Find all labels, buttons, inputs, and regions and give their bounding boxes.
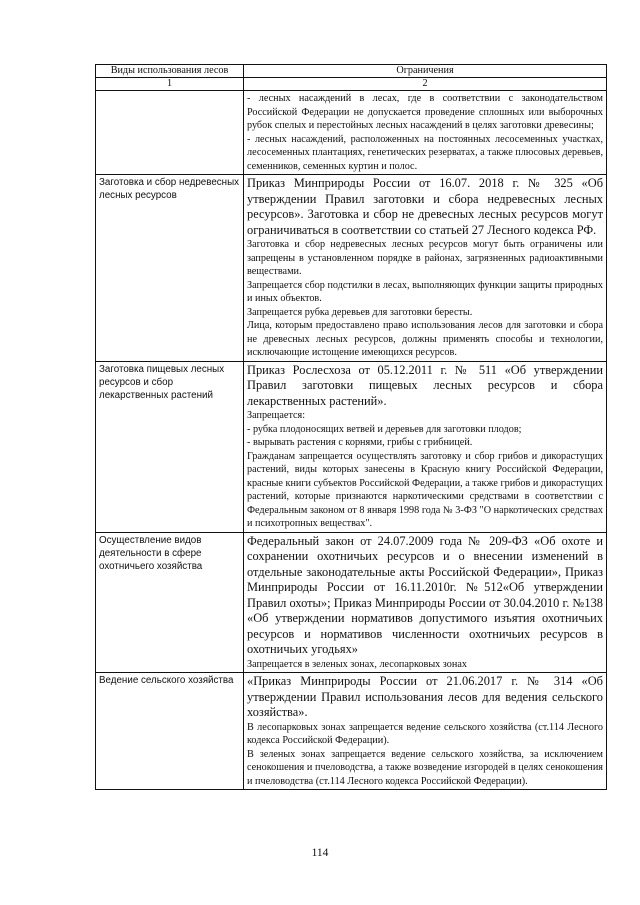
restriction-paragraph: В лесопарковых зонах запрещается ведение сельского хозяйства (ст.114 Лесного кодекса Российской Федерации). xyxy=(247,721,603,746)
activity-type-cell: Заготовка и сбор недревесных лесных ресурсов xyxy=(96,175,244,362)
table-row xyxy=(96,175,607,362)
header-col1: Виды использования лесов xyxy=(96,65,244,78)
restriction-paragraph: Заготовка и сбор недревесных лесных ресурсов могут быть ограничены или запрещены в установленном порядке в районах, загрязненных радиоактивными веществами. xyxy=(247,239,603,277)
restriction-paragraph: Приказ Рослесхоза от 05.12.2011 г. № 511 «Об утверждении Правил заготовки пищевых лесных ресурсов и сбора лекарственных растений». xyxy=(247,362,603,408)
table-row xyxy=(96,91,607,175)
page-number: 114 xyxy=(311,847,329,859)
restriction-paragraph: - рубка плодоносящих ветвей и деревьев для заготовки плодов; xyxy=(247,423,522,435)
table-row xyxy=(96,532,607,673)
restriction-paragraph: Запрещается: xyxy=(247,410,306,421)
restriction-paragraph: Федеральный закон от 24.07.2009 года № 209-ФЗ «Об охоте и сохранении охотничьих ресурсов и о внесении изменений в отдельные законодательные акты Российской Федерации», Приказ Минприроды России от 16.11.2010г. №512«Об утверждении Правил охоты»; Приказ Минприроды России от 30.04.2010 г. №138 «Об утверждении нормативов допустимого изъятия охотничьих ресурсов и нормативов численности охотничьих ресурсов в охотничьих угодьях» xyxy=(247,533,603,656)
restrictions-cell xyxy=(244,91,607,175)
restriction-paragraph: Запрещается рубка деревьев для заготовки бересты. xyxy=(247,306,473,318)
restriction-paragraph: Запрещается сбор подстилки в лесах, выполняющих функции защиты природных и иных объектов. xyxy=(247,279,603,304)
restrictions-cell xyxy=(244,532,607,673)
restriction-paragraph: Лица, которым предоставлено право использования лесов для заготовки и сбора не древесных лесных ресурсов, должны применять способы и технологии, исключающие истощение имеющихся ресурсов. xyxy=(247,320,603,358)
table-header-row xyxy=(96,65,607,78)
number-col1: 1 xyxy=(96,78,244,91)
restriction-paragraph: «Приказ Минприроды России от 21.06.2017 г. № 314 «Об утверждении Правил использования лесов для ведения сельского хозяйства». xyxy=(247,674,603,719)
table-row xyxy=(96,361,607,532)
activity-type-cell: Ведение сельского хозяйства xyxy=(96,673,244,790)
restrictions-cell xyxy=(244,175,607,362)
header-col2: Ограничения xyxy=(244,65,607,78)
activity-type-cell: Заготовка пищевых лесных ресурсов и сбор лекарственных растений xyxy=(96,361,244,532)
restriction-paragraph: - вырывать растения с корнями, грибы с грибницей. xyxy=(247,437,473,448)
table-number-row xyxy=(96,78,607,91)
table-row xyxy=(96,673,607,790)
activity-type-cell: Осуществление видов деятельности в сфере охотничьего хозяйства xyxy=(96,532,244,673)
restriction-paragraph: Приказ Минприроды России от 16.07. 2018 г. № 325 «Об утверждении Правил заготовки и сбора недревесных лесных ресурсов». Заготовка и сбор не древесных лесных ресурсов могут ограничиваться в соответствии со статьей 27 Лесного кодекса РФ. xyxy=(247,176,603,237)
restriction-paragraph: В зеленых зонах запрещается ведение сельского хозяйства, за исключением сенокошения и пчеловодства, а также возведение изгородей в целях сенокошения и пчеловодства (ст.114 Лесного кодекса Российской Федерации). xyxy=(247,748,603,787)
restriction-paragraph: Запрещается в зеленых зонах, лесопарковых зонах xyxy=(247,658,467,670)
restrictions-cell xyxy=(244,361,607,532)
activity-type-cell xyxy=(96,91,244,175)
restrictions-cell xyxy=(244,673,607,790)
number-col2: 2 xyxy=(244,78,607,91)
restrictions-table xyxy=(95,64,607,790)
restriction-paragraph: - лесных насаждений в лесах, где в соответствии с законодательством Российской Федерации не допускается проведение сплошных или выборочных рубок спелых и перестойных лесных насаждений в целях заготовки древесины; xyxy=(247,93,603,131)
restriction-paragraph: - лесных насаждений, расположенных на постоянных лесосеменных участках, лесосеменных плантациях, генетических резерватах, а также плюсовых деревьев, семенников, семенных куртин и полос. xyxy=(247,133,603,172)
restriction-paragraph: Гражданам запрещается осуществлять заготовку и сбор грибов и дикорастущих растений, виды которых занесены в Красную книгу Российской Федерации, красные книги субъектов Российской Федерации, а также грибов и дикорастущих растений, которые признаются наркотическими средствами в соответствии с Федеральным законом от 8 января 1998 года № 3-ФЗ "О наркотических средствах и психотропных веществах". xyxy=(247,450,603,529)
